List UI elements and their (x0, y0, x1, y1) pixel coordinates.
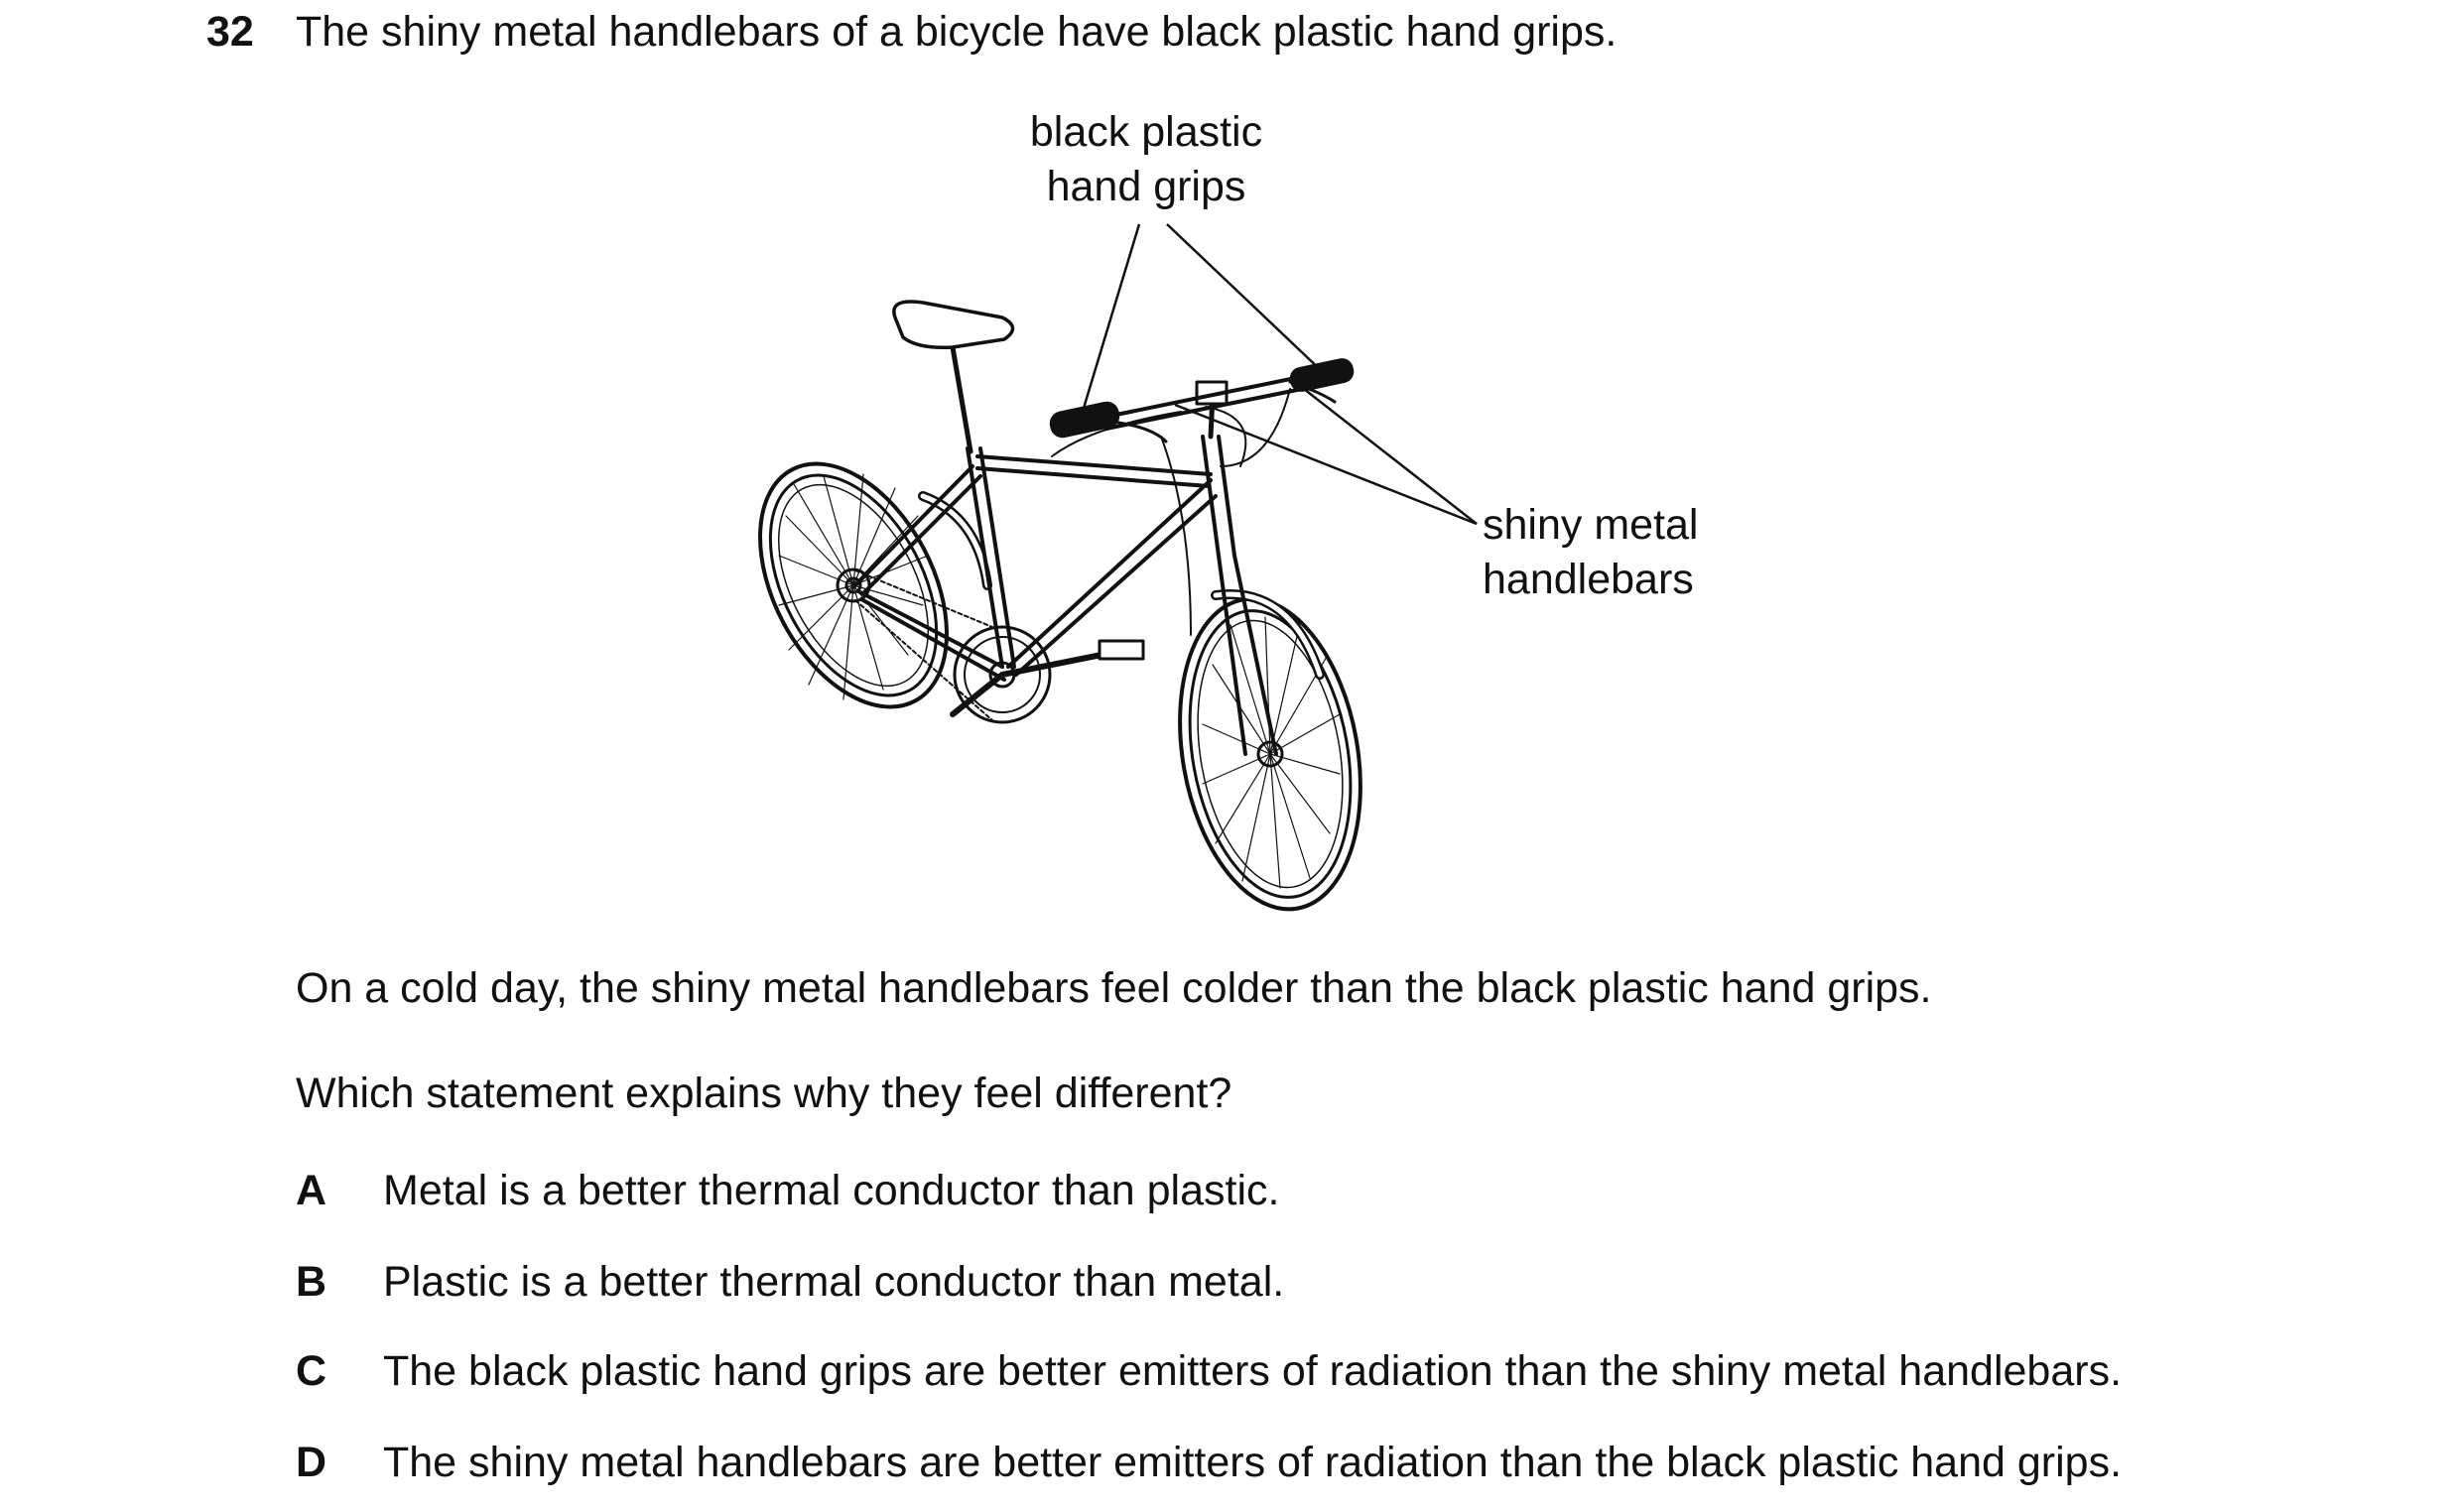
option-c-text: The black plastic hand grips are better emitters of radiation than the shiny metal handlebars. (383, 1347, 2123, 1395)
option-d-text: The shiny metal handlebars are better emitters of radiation than the black plastic hand grips. (383, 1439, 2123, 1486)
option-c[interactable] (296, 1343, 2122, 1399)
leader-lines (1082, 224, 1477, 524)
label-handlebars-line2: handlebars (1483, 556, 1694, 603)
option-b[interactable] (296, 1254, 1284, 1310)
context-paragraph: On a cold day, the shiny metal handlebars feel colder than the black plastic hand grips. (296, 964, 1932, 1012)
option-c-letter: C (296, 1347, 327, 1395)
label-handlebars (1483, 498, 1698, 607)
chainring (953, 627, 1143, 722)
saddle (894, 302, 1013, 451)
option-a[interactable] (296, 1163, 1279, 1218)
question-number: 32 (206, 8, 254, 56)
rear-spokes (779, 474, 928, 699)
option-a-text: Metal is a better thermal conductor than plastic. (383, 1167, 1280, 1214)
option-d-letter: D (296, 1439, 327, 1486)
question-stem: The shiny metal handlebars of a bicycle have black plastic hand grips. (296, 8, 1618, 56)
label-hand-grips-line1: black plastic (1029, 108, 1263, 156)
option-d[interactable] (296, 1435, 2122, 1490)
label-hand-grips-line2: hand grips (1046, 163, 1246, 210)
label-hand-grips (992, 105, 1300, 214)
option-b-letter: B (296, 1258, 327, 1306)
prompt-paragraph: Which statement explains why they feel different? (296, 1070, 1232, 1117)
label-handlebars-line1: shiny metal (1483, 501, 1699, 549)
option-b-text: Plastic is a better thermal conductor than metal. (383, 1258, 1285, 1306)
option-a-letter: A (296, 1167, 327, 1214)
